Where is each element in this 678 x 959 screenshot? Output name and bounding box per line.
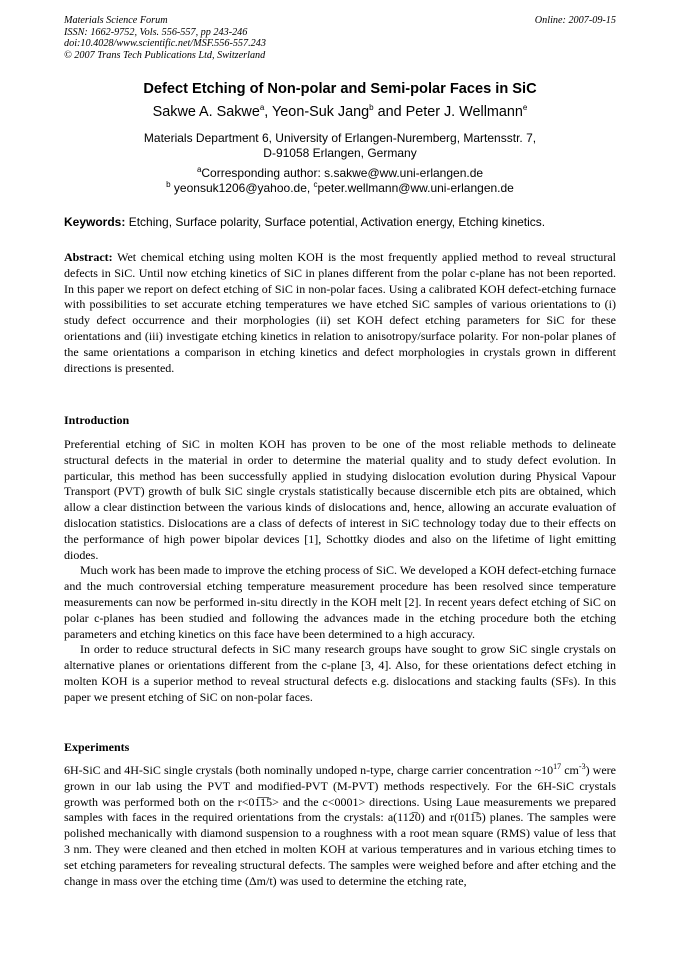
paragraph: In order to reduce structural defects in SiC many research groups have sought to grow SiC single crystals on alternative planes or orientations different from the c-plane [3, 4]. Also, for these orientations defect etching in molten KOH is a superior method to reveal structural defects e.g. dislocations and stacking faults (SFs). In this paper we present etching of SiC on non-polar faces. [64, 642, 616, 704]
corresponding-email: Corresponding author: s.sakwe@ww.uni-erlangen.de [201, 166, 484, 180]
paragraph-text: 6H-SiC and 4H-SiC single crystals (both nominally undoped n-type, charge carrier concentration ~10 [64, 763, 554, 777]
exponent: -3 [578, 762, 586, 771]
email-mark: c [313, 180, 318, 189]
affiliation-line: D-91058 Erlangen, Germany [263, 146, 417, 160]
abstract-label: Abstract: [64, 250, 113, 264]
coauthor-email: yeonsuk1206@yahoo.de, [170, 181, 314, 195]
author-separator: , [264, 104, 273, 120]
journal-issn: ISSN: 1662-9752, Vols. 556-557, pp 243-246 [64, 26, 248, 38]
online-date: Online: 2007-09-15 [534, 15, 616, 26]
section-heading-experiments: Experiments [64, 740, 130, 754]
paragraph-text: cm [561, 763, 579, 777]
author-name: Yeon-Suk Jang [272, 104, 370, 120]
exponent: 17 [553, 762, 562, 771]
paragraph: Preferential etching of SiC in molten KOH has proven to be one of the most reliable methods to delineate structural defects in the material in order to determine the material quality and to study defect evolution. In particular, this method has been successfully applied in studying dislocation evolution during Physical Vapour Transport (PVT) growth of bulk SiC single crystals statistically because discernible etch pits are obtained, which allow a clear distinction between the various kinds of dislocations and, hence, allowing an accurate evaluation of dislocation statistics. Dislocations are a class of defects of interest in SiC technology today due to their effects on the performance of high power bipolar devices [1], Schottky diodes and also on the lifetime of light emitting diodes. [64, 437, 616, 562]
keywords-text: Etching, Surface polarity, Surface potential, Activation energy, Etching kinetics. [125, 215, 546, 229]
journal-header [64, 15, 616, 62]
section-heading-introduction: Introduction [64, 413, 130, 427]
paper-title: Defect Etching of Non-polar and Semi-polar Faces in SiC [143, 81, 537, 97]
affiliation [64, 131, 616, 161]
author-list [64, 104, 616, 120]
abstract-text: Wet chemical etching using molten KOH is the most frequently applied method to reveal structural defects in SiC. Until now etching kinetics of SiC in planes different from the polar c-plane has not been reported. In this paper we report on defect etching of SiC in non-polar faces. Using a calibrated KOH defect-etching furnace with possibilities to set accurate etching temperatures we have etched SiC samples of various orientations to (i) study defect occurrence and their morphologies (ii) set KOH defect etching parameters for SiC for these orientations and (iii) investigate etching kinetics in relation to anisotropy/surface polarity. For non-polar planes of the same orientations a comparison in etching kinetics and defect morphologies in crystals grown in different directions is presented. [64, 250, 616, 375]
coauthor-email: peter.wellmann@ww.uni-erlangen.de [317, 181, 514, 195]
email-mark: b [166, 180, 171, 189]
introduction-body [64, 437, 616, 706]
journal-copyright: © 2007 Trans Tech Publications Ltd, Switzerland [64, 50, 266, 62]
keywords-label: Keywords: [64, 215, 126, 229]
coauthor-emails [64, 181, 616, 196]
author-name: Peter J. Wellmann [405, 104, 523, 120]
author-emails [64, 166, 616, 196]
author-affil-mark: e [522, 103, 528, 113]
author-separator: and [373, 104, 406, 120]
author-name: Sakwe A. Sakwe [152, 104, 260, 120]
journal-name: Materials Science Forum [64, 15, 168, 26]
affiliation-line: Materials Department 6, University of Erlangen-Nuremberg, Martensstr. 7, [143, 131, 537, 145]
email-mark: a [196, 165, 202, 174]
abstract [64, 250, 616, 376]
paragraph: Much work has been made to improve the etching process of SiC. We developed a KOH defect-etching furnace and the much controversial etching temperature measurement procedure has been resolved since temperature measurements can now be performed in-situ directly in the KOH melt [2]. In recent years defect etching of SiC on polar c-planes has been studied and following the advances made in the etching procedure both the etching parameters and etching kinetics on this face have been determined to a high accuracy. [64, 563, 616, 641]
keywords [64, 215, 616, 229]
author-affil-mark: b [369, 103, 374, 113]
paragraph-text: ) were grown in our lab using the PVT and modified-PVT (M-PVT) methods respectively. For the 6H-SiC crystals growth was performed both on the r<01̅1̅5> and the c<0001> directions. Using Laue measurements we prepared samples with faces in the required orientations from the crystals: a(112̅0) and r(011̅5) planes. The samples were polished mechanically with diamond suspension to a roughness with a root mean square (RMS) value of less that 3 nm. They were cleaned and then etched in molten KOH at various temperatures and in various etching times to set etching parameters for revealing structural defects. The samples were weighed before and after etching and the change in mass over the etching time (Δm/t) was used to determine the etching rate, [64, 763, 616, 888]
author-affil-mark: a [259, 103, 265, 113]
journal-doi: doi:10.4028/www.scientific.net/MSF.556-557.243 [64, 38, 266, 50]
experiments-body [64, 763, 616, 889]
corresponding-author [64, 166, 616, 181]
